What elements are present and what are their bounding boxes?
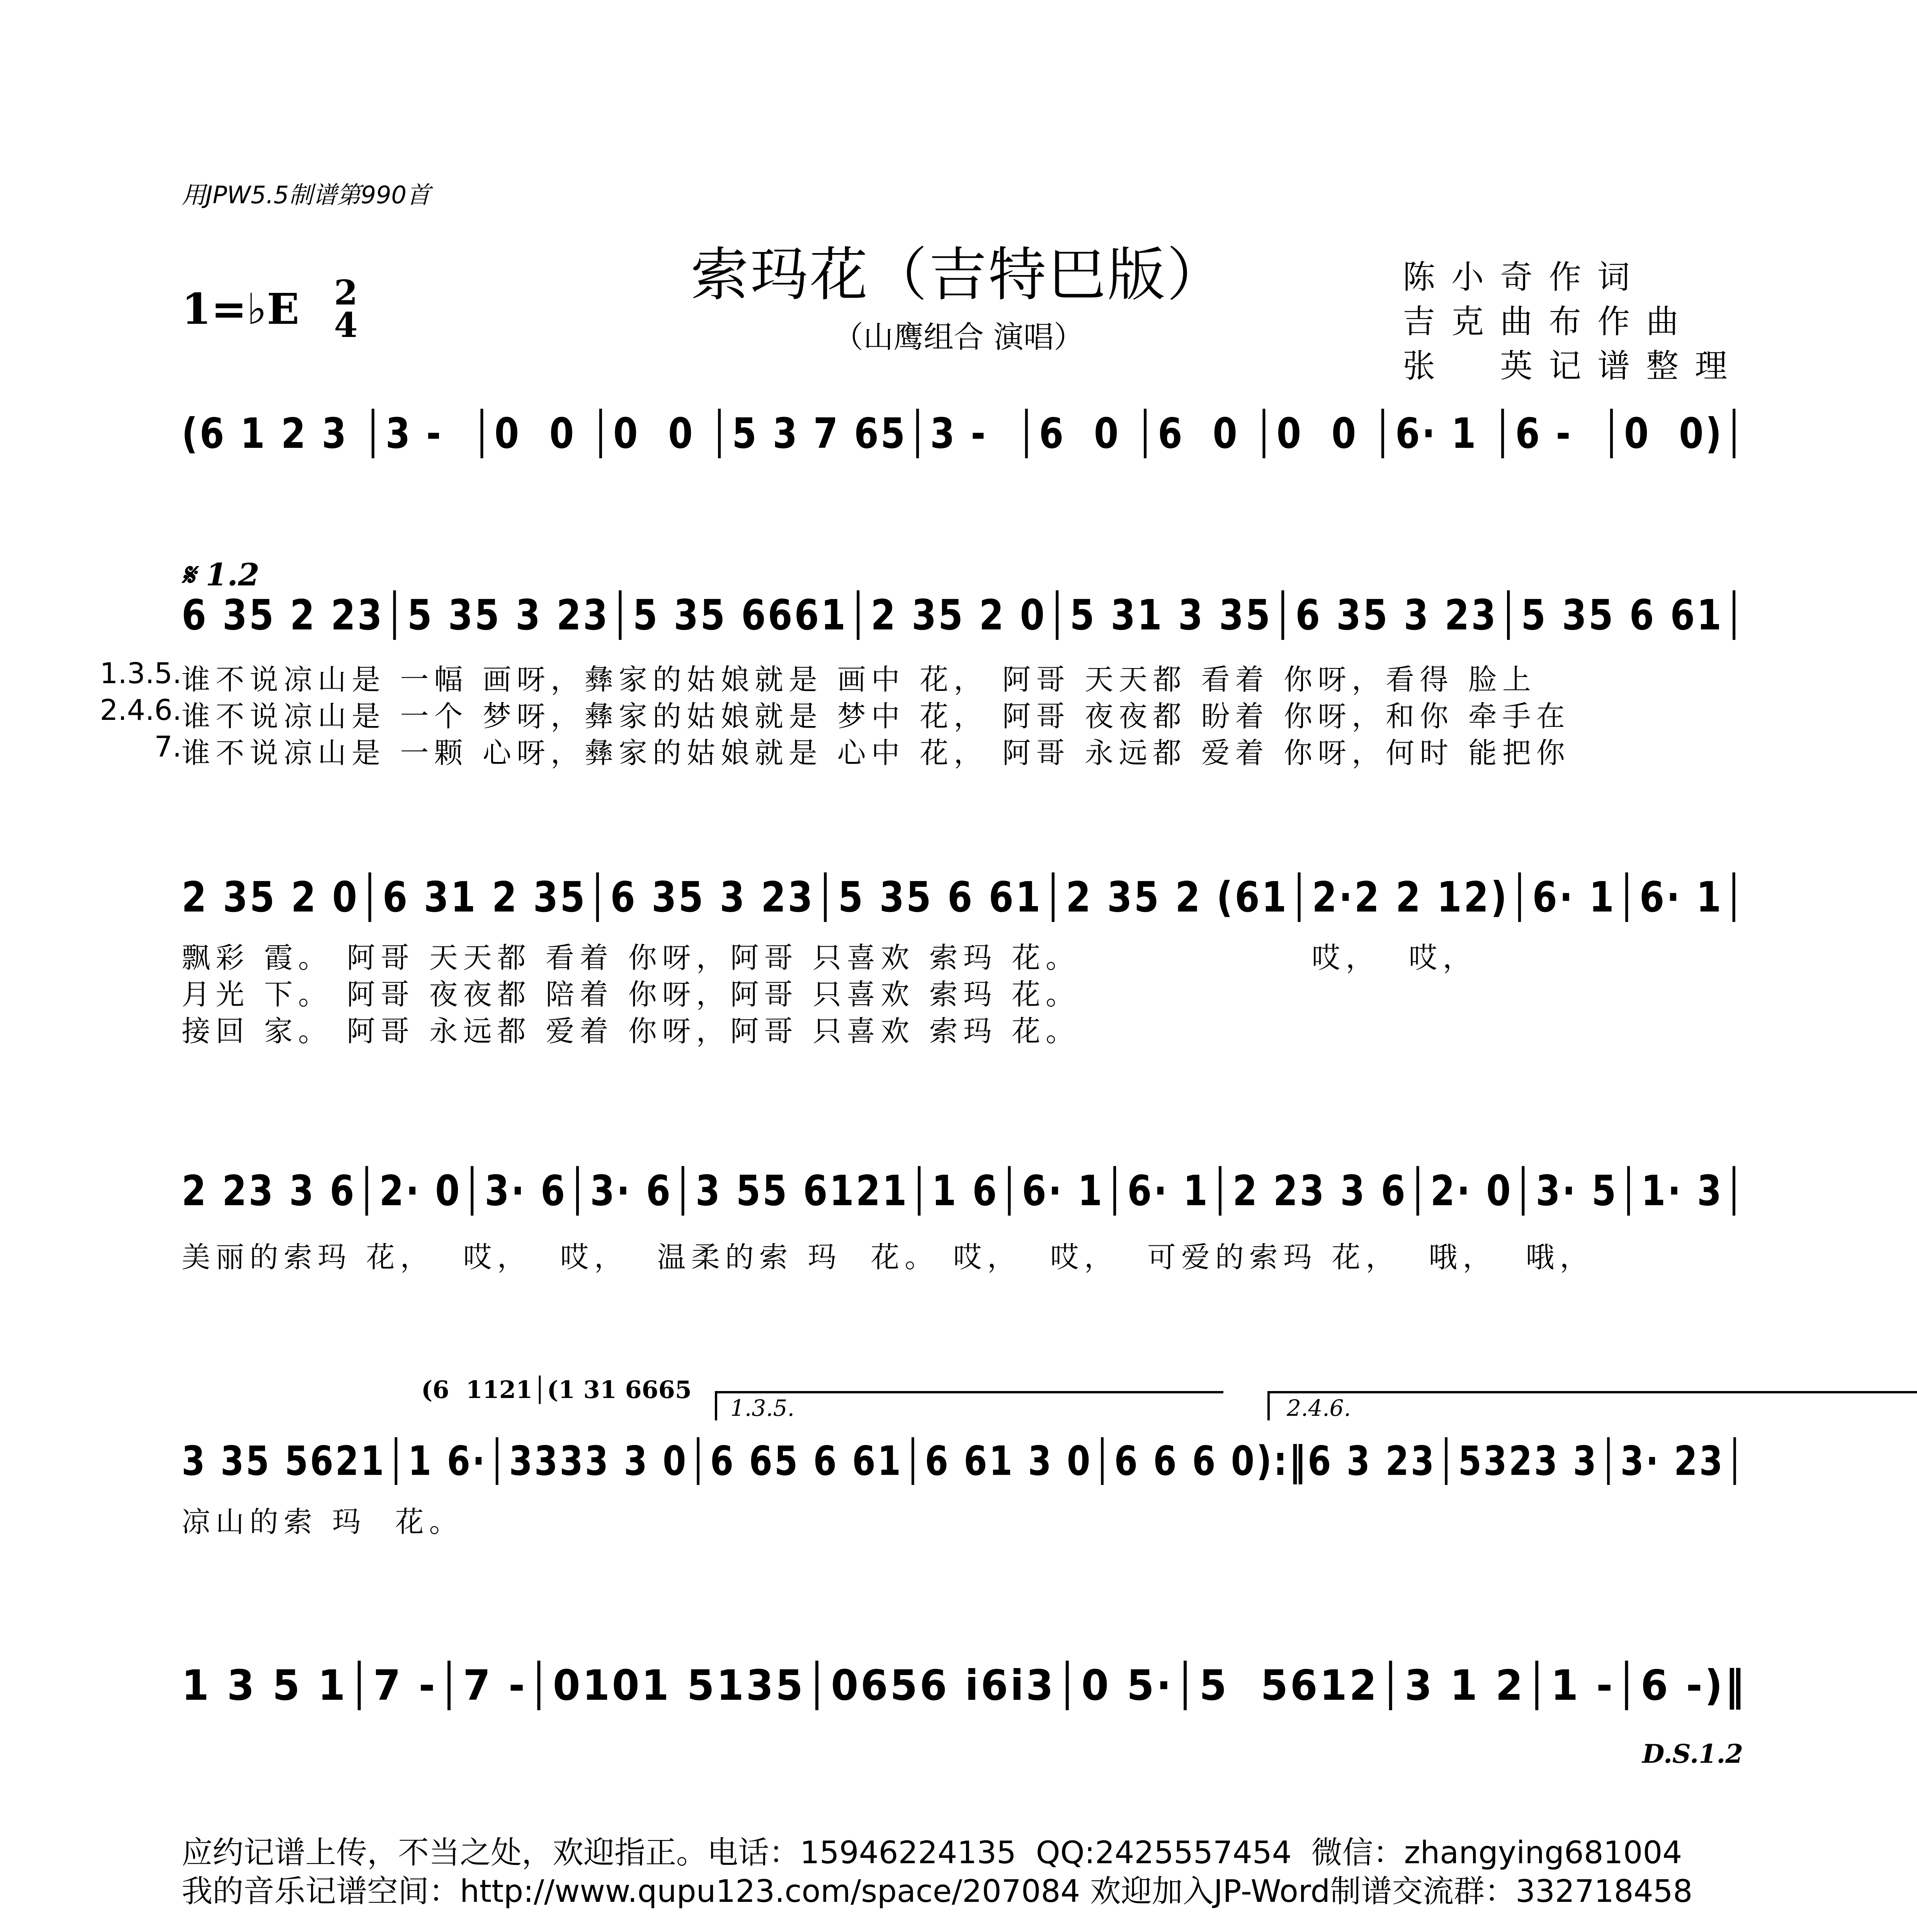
volta-label-1: 1.3.5. [730, 1395, 795, 1421]
lyric-line: 谁不说凉山是 一幅 画呀，彝家的姑娘就是 画中 花， 阿哥 天天都 看着 你呀，看得 脸上 [182, 663, 1536, 696]
lyric-line: 飘彩 霞。 阿哥 天天都 看着 你呀，阿哥 只喜欢 索玛 花。 哎， 哎， [182, 941, 1477, 975]
lyric-line: 接回 家。 阿哥 永远都 爱着 你呀，阿哥 只喜欢 索玛 花。 [182, 1015, 1080, 1048]
grace-notes: (6 1121│(1 31 6665 [421, 1376, 692, 1404]
meter-top: 2 [334, 272, 358, 313]
composer-credit: 吉克曲布作曲 [1403, 303, 1695, 340]
verse-number: 1.3.5. [100, 657, 182, 690]
footer-line-2: 我的音乐记谱空间：http://www.qupu123.com/space/207084 欢迎加入JP-Word制谱交流群：332718458 [182, 1873, 1693, 1909]
volta-bracket-2 [1267, 1391, 1917, 1420]
lyric-line: 谁不说凉山是 一个 梦呀，彝家的姑娘就是 梦中 花， 阿哥 夜夜都 盼着 你呀，和你 牵手在 [182, 700, 1570, 733]
header-note: 用JPW5.5制谱第990首 [182, 181, 430, 209]
verse-number: 2.4.6. [100, 694, 182, 727]
staff-6 [182, 1662, 1747, 1785]
page-subtitle: （山鹰组合 演唱） [833, 320, 1084, 355]
meter-bottom: 4 [334, 305, 358, 345]
footer-line-1: 应约记谱上传，不当之处，欢迎指正。电话：15946224135 QQ:2425557454 微信：zhangying681004 [182, 1835, 1682, 1871]
staff-notes: 2 35 2 0│6 31 2 35│6 35 3 23│5 35 6 61│2 35 2 (61│2·2 2 12)│6· 1│6· 1│ [182, 873, 1747, 922]
arranger-credit: 张 英记谱整理 [1403, 347, 1744, 385]
staff-notes: 1 3 5 1│7 -│7 -│0101 5135│0656 i6i3│0 5·│5 5612│3 1 2│1 -│6 -)‖ [182, 1662, 1747, 1710]
staff-2 [100, 556, 1747, 796]
dal-segno-mark: D.S.1.2 [1642, 1739, 1743, 1769]
lyric-line: 凉山的索 玛 花。 [182, 1505, 463, 1539]
time-signature [332, 272, 359, 345]
lyricist-credit: 陈小奇作词 [1403, 258, 1647, 296]
staff-notes: (6 1 2 3 │3 - │0 0 │0 0 │5 3 7 65│3 - │6 0 │6 0 │0 0 │6· 1 │6 - │0 0)│ [182, 410, 1747, 458]
segno-mark: 𝄋 1.2 [182, 556, 260, 593]
lyric-line: 月光 下。 阿哥 夜夜都 陪着 你呀，阿哥 只喜欢 索玛 花。 [182, 978, 1080, 1011]
volta-label-2: 2.4.6. [1287, 1395, 1351, 1421]
staff-notes: 3 35 5621│1 6·│3333 3 0│6 65 6 61│6 61 3 0│6 6 6 0):‖6 3 23│5323 3│3· 23│ [182, 1437, 1747, 1485]
staff-4 [182, 1167, 1747, 1306]
staff-notes: 6 35 2 23│5 35 3 23│5 35 6661│2 35 2 0│5 31 3 35│6 35 3 23│5 35 6 61│ [182, 591, 1747, 639]
staff-intro [182, 410, 1747, 471]
verse-number: 7. [154, 730, 182, 764]
key-signature: 1=♭E [182, 284, 299, 334]
staff-3 [182, 873, 1747, 1074]
lyric-line: 美丽的索玛 花， 哎， 哎， 温柔的索 玛 花。 哎， 哎， 可爱的索玛 花， 哦， 哦， [182, 1241, 1594, 1274]
page-title: 索玛花（吉特巴版） [691, 242, 1226, 309]
staff-5 [182, 1376, 1747, 1538]
staff-notes: 2 23 3 6│2· 0│3· 6│3· 6│3 55 6121│1 6│6· 1│6· 1│2 23 3 6│2· 0│3· 5│1· 3│ [182, 1167, 1747, 1215]
lyric-line: 谁不说凉山是 一颗 心呀，彝家的姑娘就是 心中 花， 阿哥 永远都 爱着 你呀，何时 能把你 [182, 736, 1570, 770]
